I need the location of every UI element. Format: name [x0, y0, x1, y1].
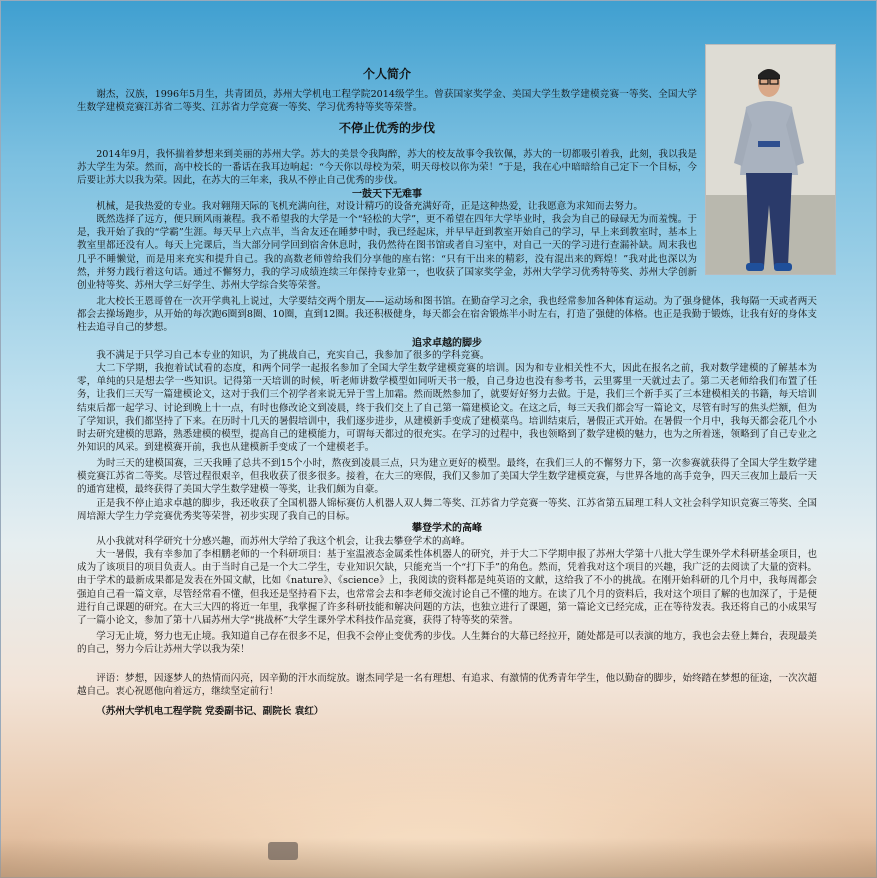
- paragraph-8: 正是我不停止追求卓越的脚步，我还收获了全国机器人锦标赛仿人机器人双人舞二等奖、江苏省力学竞赛一等奖、江苏省第五届理工科人文社会科学知识竞赛三等奖、全国周培源大学生力学竞赛优秀奖等荣誉，初步实现了我自己的目标。: [77, 498, 817, 523]
- signature: （苏州大学机电工程学院 党委副书记、副院长 袁红）: [96, 706, 324, 717]
- paragraph-5: 我不满足于只学习自己本专业的知识，为了挑战自己，充实自己，我参加了很多的学科竞赛。: [96, 350, 490, 361]
- paragraph-9: 从小我就对科学研究十分感兴趣，而苏州大学给了我这个机会，让我去攀登学术的高峰。: [96, 536, 471, 547]
- paragraph-2: 机械，是我热爱的专业。我对翱翔天际的飞机充满向往，对设计精巧的设备充满好奇，正是这种热爱，让我愿意为求知而去努力。: [96, 201, 644, 212]
- subheading-3: 攀登学术的高峰: [412, 523, 482, 534]
- student-photo-figure: [706, 45, 835, 274]
- subheading-1: 一鼓天下无难事: [352, 189, 422, 200]
- comment-paragraph: 评语：梦想，因逐梦人的热情而闪亮，因辛勤的汗水而绽放。谢杰同学是一名有理想、有追求、有激情的优秀青年学生，他以勤奋的脚步，始终踏在梦想的征途，一次次超越自己。衷心祝愿他向着远方，继续坚定前行！: [77, 673, 817, 698]
- section-title-profile: 个人简介: [362, 67, 411, 81]
- paragraph-10: 大一暑假，我有幸参加了李相鹏老师的一个科研项目：基于室温液态金属柔性体机器人的研究，并于大二下学期申报了苏州大学第十八批大学生课外学术科研基金项目，也成为了该项目的项目负责人。由于当时自己是一个大二学生，专业知识欠缺，只能充当一个“打下手”的角色。然而，凭着我对这个项目的兴趣，我广泛的去阅读了大量的资料。由于学术的最新成果都是发表在外国文献，比如《nature》、《science》上，我阅读的资料都是纯英语的文献，这给我了不小的挑战。在刚开始科研的几个月中，我每周都会强迫自己看一篇文章，尽管经常看不懂，但我还是坚持看下去，也常常会去和李老师交流讨论自己不懂的地方。在读了几个月的资料后，我对这个项目了解的也加深了，于是便进行自己课题的研究。在大三大四的将近一年里，我掌握了许多科研技能和解决问题的方法，也独立进行了课题，第一篇论文已经完成，正在等待发表。我还将自己的小成果写了一篇小论文，参加了第十八届苏州大学“挑战杯”大学生课外学术科技作品竞赛，获得了特等奖的荣誉。: [77, 549, 817, 627]
- section-title-progress: 不停止优秀的步伐: [338, 121, 435, 135]
- paragraph-11: 学习无止境，努力也无止境。我知道自己存在很多不足，但我不会停止变优秀的步伐。人生舞台的大幕已经拉开，随处都是可以表演的地方，我也会去登上舞台，表现最美的自己，努力今后让苏州大学以我为荣！: [77, 631, 817, 656]
- background-ground: [0, 838, 877, 878]
- paragraph-1: 2014年9月，我怀揣着梦想来到美丽的苏州大学。苏大的美景令我陶醉，苏大的校友故事令我钦佩，苏大的一切都吸引着我，此刻，我以我是苏大学生为荣。然而，高中校长的一番话在我耳边响起：“今天你以母校为荣，明天母校以你为荣！”于是，我在心中暗暗给自己定下一个目标，今后要让苏大以我为荣。因此，在苏大的三年来，我从不停止自己优秀的步伐。: [77, 149, 697, 187]
- paragraph-6: 大二下学期，我抱着试试看的态度，和两个同学一起报名参加了全国大学生数学建模竞赛的培训。因为和专业相关性不大，因此在报名之前，我对数学建模的了解基本为零，单纯的只是想去学一些知识。记得第一天培训的时候，听老师讲数学模型如同听天书一般，自己身边也没有参考书，云里雾里一天就过去了。第二天老师给我们布置了任务，让我们三天写一篇建模论文，这对于我们三个初学者来说无异于雪上加霜。然而既然参加了，就要好好努力去做。于是，我们三个新手买了三本建模相关的书籍，每天培训结束后都一起学习、讨论到晚上十一点，有时也修改论文到凌晨，终于我们交上了自己第一篇建模论文。在这之后，每三天我们都会写一篇论文，尽管有时写的焦头烂额，但为了学知识，我们都坚持了下来。在历时十几天的暑假培训中，我们逐步进步，从建模新手变成了建模菜鸟。培训结束后，暑假正式开始。在暑假一个月中，我每天都会花几个小时去研究建模的思路，熟悉建模的模型，提高自己的建模能力，可谓每天都过的很充实。在学习的过程中，我也领略到了数学建模的魅力，也为之所着迷，领略到了自己专业之外知识的风采。到建模赛开前，我也从建模新手变成了一个建模老手。: [77, 363, 817, 454]
- paragraph-3: 既然选择了远方，便只顾风雨兼程。我不希望我的大学是一个“轻松的大学”，更不希望在四年大学毕业时，我会为自己的碌碌无为而羞愧。于是，我开始了我的“学霸”生涯。每天早上六点半，当舍友还在睡梦中时，我已经起床，并早早赶到教室开始自己的学习，早上来到教室时，基本上教室里都还没有人。每天上完课后，当大部分同学回到宿舍休息时，我仍然待在图书馆或者自习室中，对自己一天的学习进行查漏补缺。周末我也几乎不睡懒觉，而是用来充实和提升自己。我的高数老师曾给我们分享他的座右铭：“只有干出来的精彩，没有混出来的辉煌！”我对此也深以为然，并努力践行着这句话。通过不懈努力，我的学习成绩连续三年保持专业第一，也收获了国家奖学金，苏州大学学习优秀特等奖、苏州大学创新创业特等奖、苏州大学三好学生、苏州大学综合奖等荣誉。: [77, 214, 697, 292]
- paragraph-7: 为时三天的建模国赛，三天我睡了总共不到15个小时，熬夜到凌晨三点，只为建立更好的模型。最终，在我们三人的不懈努力下，第一次参赛就获得了全国大学生数学建模竞赛江苏省二等奖。尽管过程很艰辛，但我收获了很多很多。接着，在大三的寒假，我们又参加了美国大学生数学建模竞赛，与世界各地的高手竞争，四天三夜加上最后一天的通宵建模，最终获得了美国大学生数学建模一等奖，让我们颇为自豪。: [77, 458, 817, 496]
- subheading-2: 追求卓越的脚步: [412, 338, 482, 349]
- intro-paragraph: 谢杰，汉族，1996年5月生，共青团员，苏州大学机电工程学院2014级学生。曾获国家奖学金、美国大学生数学建模竞赛一等奖、全国大学生数学建模竞赛江苏省二等奖、江苏省力学竞赛一等奖、学习优秀特等奖等荣誉。: [77, 89, 697, 114]
- student-photo: [705, 44, 836, 275]
- paragraph-4: 北大校长王恩哥曾在一次开学典礼上说过，大学要结交两个朋友——运动场和图书馆。在勤奋学习之余，我也经常参加各种体育运动。为了强身健体，我每隔一天或者两天都会去操场跑步，从开始的每次跑6圈到8圈、10圈，直到12圈。我还积极健身，每天都会在宿舍锻炼半小时左右，打造了强健的体格。也正是我勤于锻炼，让我有好的身体支柱去追寻自己的梦想。: [77, 296, 817, 334]
- background-car: [268, 842, 298, 860]
